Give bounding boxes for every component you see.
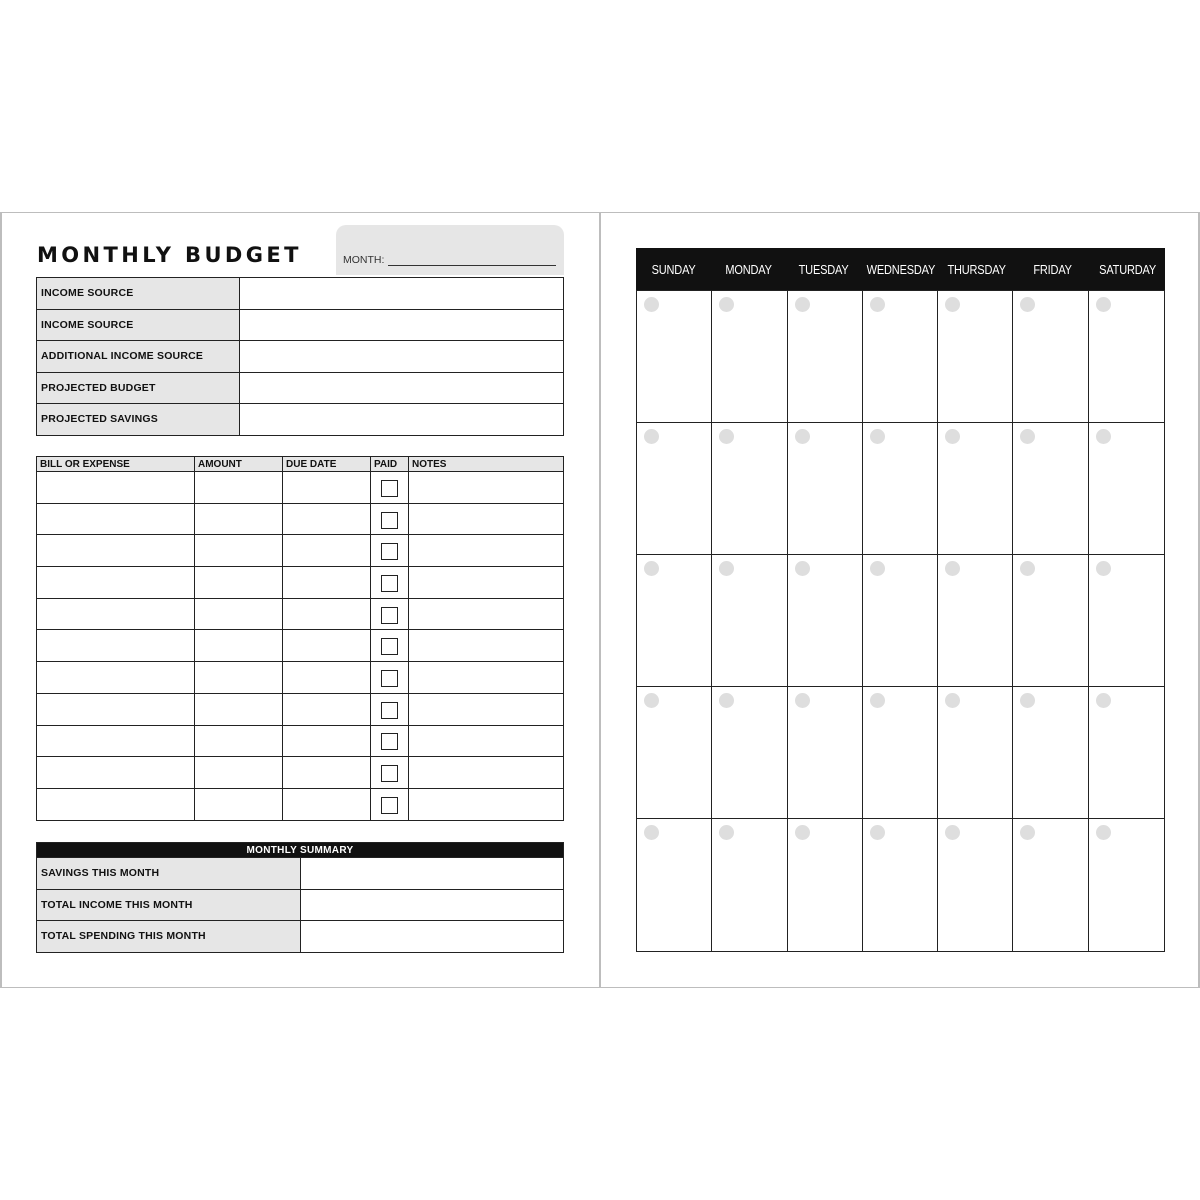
- calendar-day-cell[interactable]: [938, 687, 1013, 819]
- date-circle-icon: [945, 561, 960, 576]
- summary-row: [37, 858, 564, 890]
- amount-field[interactable]: [195, 472, 283, 504]
- calendar-day-cell[interactable]: [712, 423, 787, 555]
- calendar-day-cell[interactable]: [1089, 819, 1164, 951]
- calendar-day-cell[interactable]: [1089, 555, 1164, 687]
- calendar-day-cell[interactable]: [637, 687, 712, 819]
- notes-field[interactable]: [409, 472, 564, 504]
- notes-field[interactable]: [409, 662, 564, 694]
- due-date-field[interactable]: [283, 630, 371, 662]
- bill-name-field[interactable]: [37, 472, 195, 504]
- amount-field[interactable]: [195, 725, 283, 757]
- bill-name-field[interactable]: [37, 598, 195, 630]
- due-date-field[interactable]: [283, 788, 371, 820]
- bill-name-field[interactable]: [37, 567, 195, 599]
- calendar-day-cell[interactable]: [938, 291, 1013, 423]
- paid-checkbox[interactable]: [381, 702, 398, 719]
- income-value-field[interactable]: [240, 341, 564, 373]
- calendar-day-cell[interactable]: [788, 687, 863, 819]
- notes-field[interactable]: [409, 788, 564, 820]
- bill-name-field[interactable]: [37, 693, 195, 725]
- date-circle-icon: [945, 693, 960, 708]
- income-row: [37, 278, 564, 310]
- paid-column-header: PAID: [371, 457, 409, 472]
- notes-column-header: NOTES: [409, 457, 564, 472]
- bill-name-field[interactable]: [37, 788, 195, 820]
- date-circle-icon: [1096, 693, 1111, 708]
- calendar-day-cell[interactable]: [712, 819, 787, 951]
- month-input-line[interactable]: [388, 265, 556, 266]
- paid-checkbox[interactable]: [381, 765, 398, 782]
- due-date-field[interactable]: [283, 725, 371, 757]
- income-value-field[interactable]: [240, 372, 564, 404]
- date-circle-icon: [945, 825, 960, 840]
- amount-field[interactable]: [195, 630, 283, 662]
- date-circle-icon: [1096, 429, 1111, 444]
- date-circle-icon: [870, 561, 885, 576]
- calendar-day-cell[interactable]: [1089, 423, 1164, 555]
- calendar-day-cell[interactable]: [637, 819, 712, 951]
- date-circle-icon: [870, 429, 885, 444]
- summary-label: TOTAL INCOME THIS MONTH: [37, 889, 301, 921]
- day-header-monday: MONDAY: [725, 263, 772, 277]
- paid-cell: [371, 567, 409, 599]
- paid-cell: [371, 725, 409, 757]
- paid-checkbox[interactable]: [381, 670, 398, 687]
- amount-field[interactable]: [195, 757, 283, 789]
- amount-field[interactable]: [195, 788, 283, 820]
- date-circle-icon: [1020, 825, 1035, 840]
- page-edge-right: [1198, 212, 1200, 988]
- calendar-day-cell[interactable]: [863, 291, 938, 423]
- bill-name-field[interactable]: [37, 503, 195, 535]
- notes-field[interactable]: [409, 725, 564, 757]
- notes-field[interactable]: [409, 757, 564, 789]
- notes-field[interactable]: [409, 598, 564, 630]
- calendar-day-cell[interactable]: [1089, 687, 1164, 819]
- calendar-day-cell[interactable]: [863, 423, 938, 555]
- bill-row: [37, 567, 564, 599]
- calendar-grid: [636, 290, 1165, 952]
- calendar-day-cell[interactable]: [1013, 819, 1088, 951]
- day-header-friday: FRIDAY: [1032, 263, 1072, 277]
- bill-name-field[interactable]: [37, 535, 195, 567]
- income-value-field[interactable]: [240, 309, 564, 341]
- paid-checkbox[interactable]: [381, 480, 398, 497]
- bill-row: [37, 725, 564, 757]
- due-date-column-header: DUE DATE: [283, 457, 371, 472]
- income-row: [37, 404, 564, 436]
- income-label: PROJECTED BUDGET: [37, 372, 240, 404]
- bill-row: [37, 503, 564, 535]
- summary-value-field[interactable]: [300, 889, 564, 921]
- date-circle-icon: [719, 693, 734, 708]
- notes-field[interactable]: [409, 503, 564, 535]
- date-circle-icon: [644, 297, 659, 312]
- notes-field[interactable]: [409, 630, 564, 662]
- calendar-day-cell[interactable]: [637, 291, 712, 423]
- income-table: [36, 277, 564, 436]
- calendar-day-cell[interactable]: [1013, 423, 1088, 555]
- page-edge-left: [0, 212, 2, 988]
- paid-checkbox[interactable]: [381, 575, 398, 592]
- amount-field[interactable]: [195, 503, 283, 535]
- date-circle-icon: [1020, 561, 1035, 576]
- month-field-box: [336, 225, 564, 275]
- summary-row: [37, 921, 564, 953]
- bill-name-field[interactable]: [37, 662, 195, 694]
- calendar-day-cell[interactable]: [863, 819, 938, 951]
- bill-name-field[interactable]: [37, 630, 195, 662]
- date-circle-icon: [1020, 297, 1035, 312]
- bill-column-header: BILL OR EXPENSE: [37, 457, 195, 472]
- bill-row: [37, 693, 564, 725]
- paid-checkbox[interactable]: [381, 638, 398, 655]
- calendar-day-cell[interactable]: [712, 291, 787, 423]
- paid-cell: [371, 598, 409, 630]
- date-circle-icon: [795, 693, 810, 708]
- paid-cell: [371, 535, 409, 567]
- income-value-field[interactable]: [240, 278, 564, 310]
- day-header-thursday: THURSDAY: [947, 263, 1007, 277]
- due-date-field[interactable]: [283, 472, 371, 504]
- calendar-day-cell[interactable]: [1013, 291, 1088, 423]
- paid-cell: [371, 472, 409, 504]
- summary-value-field[interactable]: [300, 858, 564, 890]
- calendar-day-cell[interactable]: [712, 687, 787, 819]
- date-circle-icon: [719, 561, 734, 576]
- date-circle-icon: [945, 297, 960, 312]
- calendar-day-cell[interactable]: [637, 555, 712, 687]
- notes-field[interactable]: [409, 693, 564, 725]
- summary-title: MONTHLY SUMMARY: [37, 843, 564, 858]
- amount-field[interactable]: [195, 598, 283, 630]
- date-circle-icon: [795, 825, 810, 840]
- income-row: [37, 341, 564, 373]
- calendar-day-cell[interactable]: [637, 423, 712, 555]
- calendar-day-cell[interactable]: [1089, 291, 1164, 423]
- page-title: MONTHLY BUDGET: [37, 243, 302, 267]
- amount-column-header: AMOUNT: [195, 457, 283, 472]
- summary-value-field[interactable]: [300, 921, 564, 953]
- amount-field[interactable]: [195, 535, 283, 567]
- bill-row: [37, 757, 564, 789]
- due-date-field[interactable]: [283, 567, 371, 599]
- calendar-day-cell[interactable]: [788, 819, 863, 951]
- income-row: [37, 309, 564, 341]
- calendar-day-cell[interactable]: [1013, 555, 1088, 687]
- paid-cell: [371, 693, 409, 725]
- income-value-field[interactable]: [240, 404, 564, 436]
- summary-label: SAVINGS THIS MONTH: [37, 858, 301, 890]
- calendar-day-cell[interactable]: [863, 555, 938, 687]
- date-circle-icon: [719, 297, 734, 312]
- calendar-day-cell[interactable]: [938, 819, 1013, 951]
- bill-row: [37, 630, 564, 662]
- due-date-field[interactable]: [283, 693, 371, 725]
- due-date-field[interactable]: [283, 757, 371, 789]
- paid-checkbox[interactable]: [381, 607, 398, 624]
- date-circle-icon: [719, 825, 734, 840]
- bills-header-row: [37, 457, 564, 472]
- date-circle-icon: [870, 825, 885, 840]
- notes-field[interactable]: [409, 535, 564, 567]
- date-circle-icon: [870, 297, 885, 312]
- bill-name-field[interactable]: [37, 725, 195, 757]
- date-circle-icon: [795, 429, 810, 444]
- paid-cell: [371, 757, 409, 789]
- bill-row: [37, 535, 564, 567]
- paid-cell: [371, 662, 409, 694]
- income-label: ADDITIONAL INCOME SOURCE: [37, 341, 240, 373]
- income-label: INCOME SOURCE: [37, 278, 240, 310]
- paid-cell: [371, 630, 409, 662]
- day-header-sunday: SUNDAY: [651, 263, 696, 277]
- calendar-day-cell[interactable]: [1013, 687, 1088, 819]
- day-header-tuesday: TUESDAY: [799, 263, 849, 277]
- monthly-calendar: [636, 248, 1165, 952]
- bill-name-field[interactable]: [37, 757, 195, 789]
- date-circle-icon: [795, 297, 810, 312]
- day-header-saturday: SATURDAY: [1098, 263, 1156, 277]
- bill-row: [37, 788, 564, 820]
- income-row: [37, 372, 564, 404]
- paid-checkbox[interactable]: [381, 512, 398, 529]
- calendar-day-cell[interactable]: [788, 291, 863, 423]
- date-circle-icon: [1020, 429, 1035, 444]
- date-circle-icon: [719, 429, 734, 444]
- date-circle-icon: [795, 561, 810, 576]
- paid-checkbox[interactable]: [381, 797, 398, 814]
- calendar-day-cell[interactable]: [938, 555, 1013, 687]
- date-circle-icon: [1096, 297, 1111, 312]
- date-circle-icon: [644, 693, 659, 708]
- date-circle-icon: [870, 693, 885, 708]
- due-date-field[interactable]: [283, 662, 371, 694]
- summary-row: [37, 889, 564, 921]
- date-circle-icon: [1020, 693, 1035, 708]
- month-label: MONTH:: [343, 254, 385, 266]
- date-circle-icon: [644, 429, 659, 444]
- notes-field[interactable]: [409, 567, 564, 599]
- bill-row: [37, 472, 564, 504]
- calendar-header: [636, 248, 1165, 290]
- income-label: PROJECTED SAVINGS: [37, 404, 240, 436]
- paid-checkbox[interactable]: [381, 733, 398, 750]
- paid-checkbox[interactable]: [381, 543, 398, 560]
- paid-cell: [371, 788, 409, 820]
- amount-field[interactable]: [195, 662, 283, 694]
- calendar-day-cell[interactable]: [788, 423, 863, 555]
- amount-field[interactable]: [195, 693, 283, 725]
- day-header-wednesday: WEDNESDAY: [866, 263, 935, 277]
- bill-row: [37, 662, 564, 694]
- calendar-day-cell[interactable]: [938, 423, 1013, 555]
- due-date-field[interactable]: [283, 535, 371, 567]
- date-circle-icon: [945, 429, 960, 444]
- date-circle-icon: [644, 825, 659, 840]
- amount-field[interactable]: [195, 567, 283, 599]
- calendar-day-cell[interactable]: [863, 687, 938, 819]
- due-date-field[interactable]: [283, 503, 371, 535]
- calendar-day-cell[interactable]: [788, 555, 863, 687]
- date-circle-icon: [1096, 561, 1111, 576]
- calendar-day-cell[interactable]: [712, 555, 787, 687]
- page-gutter: [599, 212, 601, 988]
- due-date-field[interactable]: [283, 598, 371, 630]
- date-circle-icon: [1096, 825, 1111, 840]
- income-label: INCOME SOURCE: [37, 309, 240, 341]
- bills-table: [36, 456, 564, 821]
- summary-label: TOTAL SPENDING THIS MONTH: [37, 921, 301, 953]
- date-circle-icon: [644, 561, 659, 576]
- summary-table: [36, 842, 564, 953]
- bill-row: [37, 598, 564, 630]
- paid-cell: [371, 503, 409, 535]
